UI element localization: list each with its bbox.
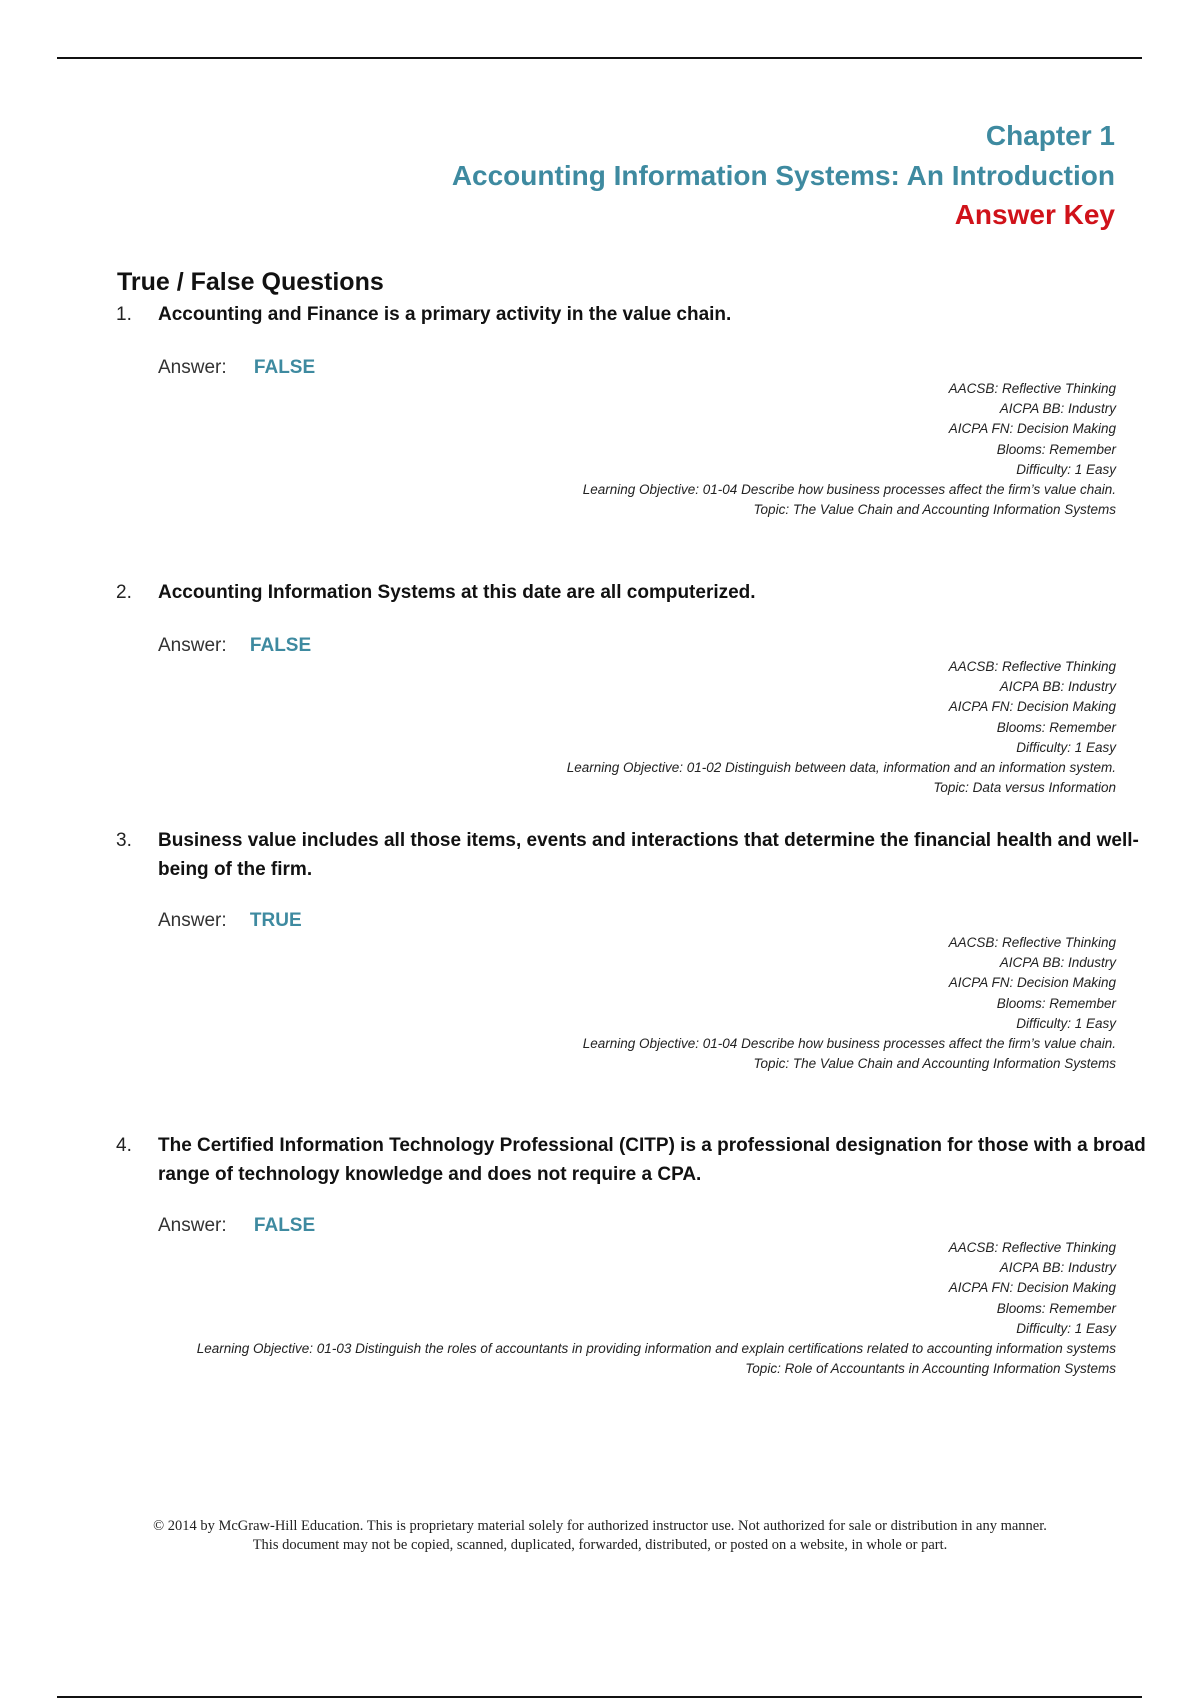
meta-topic: Topic: Data versus Information bbox=[933, 780, 1116, 796]
chapter-header bbox=[452, 116, 1115, 234]
meta-aicpa-fn: AICPA FN: Decision Making bbox=[948, 699, 1116, 715]
meta-difficulty: Difficulty: 1 Easy bbox=[1016, 739, 1116, 755]
section-title: True / False Questions bbox=[117, 268, 384, 296]
meta-aicpa-bb: AICPA BB: Industry bbox=[999, 679, 1116, 695]
answer-value: FALSE bbox=[253, 1215, 316, 1236]
answer-label: Answer: bbox=[158, 357, 227, 378]
meta-aicpa-fn: AICPA FN: Decision Making bbox=[948, 421, 1116, 437]
meta-topic: Topic: The Value Chain and Accounting Information Systems bbox=[753, 502, 1116, 518]
answer-value: FALSE bbox=[249, 635, 312, 656]
meta-blooms: Blooms: Remember bbox=[996, 719, 1116, 735]
answer-label: Answer: bbox=[158, 635, 227, 656]
meta-difficulty: Difficulty: 1 Easy bbox=[1016, 1015, 1116, 1031]
copyright-line-2: This document may not be copied, scanned, duplicated, forwarded, distributed, or posted on a website, in whole or part. bbox=[252, 1537, 948, 1553]
answer-row bbox=[158, 1213, 315, 1239]
question-number: 4. bbox=[116, 1135, 132, 1156]
meta-topic: Topic: The Value Chain and Accounting Information Systems bbox=[753, 1056, 1116, 1072]
answer-value: FALSE bbox=[253, 357, 316, 378]
answer-key-label: Answer Key bbox=[954, 199, 1115, 230]
answer-row bbox=[158, 908, 302, 934]
question-text: Business value includes all those items, events and interactions that determine the financial health and well-being of the firm. bbox=[158, 830, 1139, 880]
meta-aicpa-fn: AICPA FN: Decision Making bbox=[948, 975, 1116, 991]
answer-row bbox=[158, 633, 311, 659]
answer-row bbox=[158, 355, 315, 381]
question-number: 3. bbox=[116, 830, 132, 851]
question-metadata bbox=[156, 933, 1116, 1074]
meta-difficulty: Difficulty: 1 Easy bbox=[1016, 1320, 1116, 1336]
meta-aicpa-bb: AICPA BB: Industry bbox=[999, 955, 1116, 971]
meta-aacsb: AACSB: Reflective Thinking bbox=[948, 1240, 1116, 1255]
question-text: The Certified Information Technology Professional (CITP) is a professional designation for those with a broad range of technology knowledge and does not require a CPA. bbox=[158, 1135, 1146, 1185]
question-metadata bbox=[156, 657, 1116, 798]
copyright-footer bbox=[100, 1517, 1100, 1555]
chapter-number: Chapter 1 bbox=[985, 120, 1115, 151]
question-metadata bbox=[156, 1238, 1116, 1379]
meta-difficulty: Difficulty: 1 Easy bbox=[1016, 461, 1116, 477]
meta-aicpa-bb: AICPA BB: Industry bbox=[999, 401, 1116, 417]
meta-blooms: Blooms: Remember bbox=[996, 995, 1116, 1011]
meta-learning-objective: Learning Objective: 01-02 Distinguish between data, information and an information system. bbox=[566, 760, 1116, 776]
question-metadata bbox=[156, 379, 1116, 520]
answer-value: TRUE bbox=[249, 910, 302, 931]
meta-learning-objective: Learning Objective: 01-03 Distinguish the roles of accountants in providing information and explain certifications related to accounting information systems bbox=[196, 1341, 1116, 1357]
meta-aacsb: AACSB: Reflective Thinking bbox=[948, 381, 1116, 396]
question-number: 1. bbox=[116, 304, 132, 325]
meta-aicpa-fn: AICPA FN: Decision Making bbox=[948, 1280, 1116, 1296]
answer-label: Answer: bbox=[158, 1215, 227, 1236]
question-text: Accounting and Finance is a primary activity in the value chain. bbox=[158, 304, 732, 325]
meta-aicpa-bb: AICPA BB: Industry bbox=[999, 1260, 1116, 1276]
top-rule bbox=[57, 57, 1142, 59]
question-text: Accounting Information Systems at this date are all computerized. bbox=[158, 582, 756, 603]
answer-label: Answer: bbox=[158, 910, 227, 931]
chapter-title: Accounting Information Systems: An Introduction bbox=[451, 160, 1115, 191]
meta-blooms: Blooms: Remember bbox=[996, 441, 1116, 457]
copyright-line-1: © 2014 by McGraw-Hill Education. This is proprietary material solely for authorized instructor use. Not authorized for sale or distribution in any manner. bbox=[153, 1518, 1047, 1534]
meta-learning-objective: Learning Objective: 01-04 Describe how business processes affect the firm’s value chain. bbox=[582, 1036, 1116, 1052]
meta-blooms: Blooms: Remember bbox=[996, 1300, 1116, 1316]
meta-aacsb: AACSB: Reflective Thinking bbox=[948, 935, 1116, 950]
question-number: 2. bbox=[116, 582, 132, 603]
meta-aacsb: AACSB: Reflective Thinking bbox=[948, 659, 1116, 674]
meta-learning-objective: Learning Objective: 01-04 Describe how business processes affect the firm’s value chain. bbox=[582, 482, 1116, 498]
bottom-rule bbox=[57, 1696, 1142, 1698]
meta-topic: Topic: Role of Accountants in Accounting Information Systems bbox=[745, 1361, 1116, 1377]
